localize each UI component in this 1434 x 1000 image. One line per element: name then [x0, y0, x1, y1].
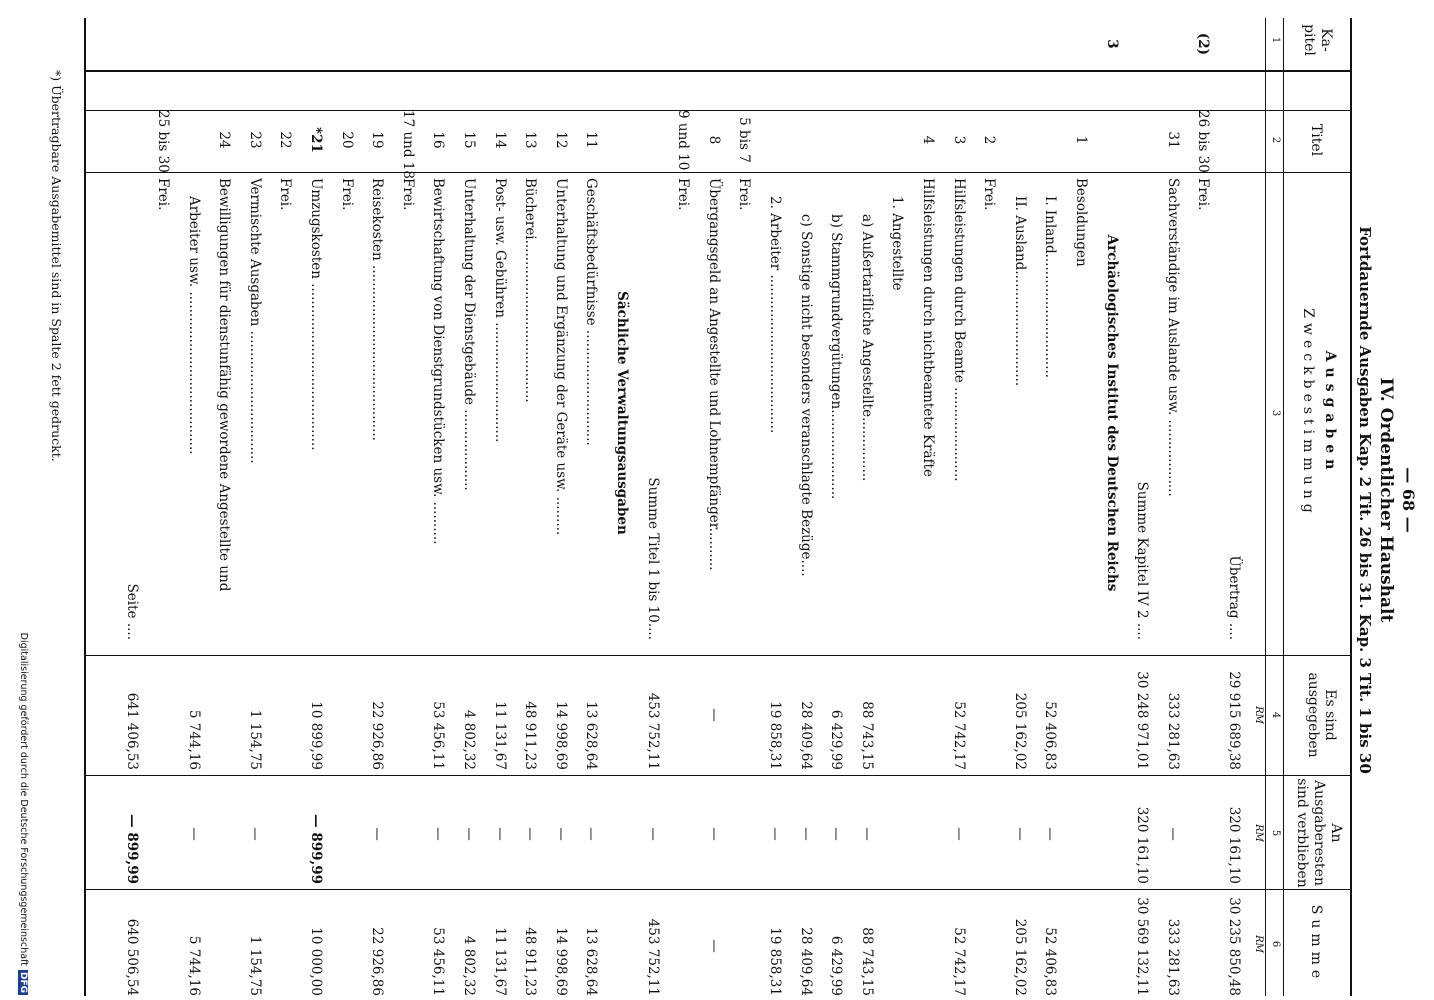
- titel-cell: 9 und 10: [675, 110, 692, 171]
- description-cell: Sachverständige im Auslande usw. ..................: [1164, 178, 1181, 497]
- table-row: [979, 0, 999, 1000]
- sum-row: [1132, 0, 1152, 1000]
- description-cell: II. Ausland...........................: [1011, 196, 1028, 387]
- titel-cell: 22: [277, 131, 294, 149]
- ausgabereste-cell: —: [430, 827, 447, 841]
- table-row: [1040, 0, 1060, 1000]
- description-cell: Archäologisches Institut des Deutschen Reichs: [1103, 234, 1120, 592]
- titel-cell: 19: [369, 131, 386, 149]
- description-cell: Reisekosten .........................................: [369, 178, 386, 441]
- description-cell: I. Inland.............................: [1042, 196, 1059, 379]
- table-row: [184, 0, 204, 1000]
- table-row: [826, 0, 846, 1000]
- titel-cell: 20: [338, 131, 355, 149]
- description-cell: c) Sonstige nicht besonders veranschlagte Bezüge....: [797, 214, 814, 577]
- description-cell: Bewirtschaftung von Dienstgrundstücken usw. ..........: [430, 178, 447, 545]
- ausgabereste-cell: —: [950, 827, 967, 841]
- summe-cell: 10 000,00: [308, 927, 324, 996]
- description-cell: Hilfsleistungen durch nichtbeamtete Kräfte: [920, 178, 936, 477]
- description-cell: Seite ....: [124, 583, 141, 640]
- section-title: IV. Ordentlicher Haushalt: [1376, 377, 1396, 623]
- table-row: [796, 0, 816, 1000]
- sum-row: [1224, 0, 1244, 1000]
- description-cell: Umzugskosten .......................................: [308, 178, 324, 451]
- titel-cell: 5 bis 7: [736, 117, 753, 163]
- table-row: [581, 0, 601, 1000]
- description-cell: 1. Angestellte: [889, 196, 906, 291]
- ausgegeben-cell: 48 911,23: [522, 701, 539, 770]
- description-cell: Frei.: [1195, 178, 1212, 211]
- titel-cell: 2: [981, 135, 998, 145]
- description-cell: Arbeiter usw. ......................................: [185, 196, 202, 455]
- description-cell: Frei.: [675, 178, 692, 211]
- description-cell: Geschäftsbedürfnisse ...........................: [583, 178, 600, 446]
- footnote: *) Übertragbare Ausgabemittel sind in Spalte 2 fett gedruckt.: [49, 70, 64, 462]
- summe-cell: 30 569 132,11: [1134, 897, 1151, 996]
- ausgegeben-cell: 5 744,16: [185, 709, 202, 770]
- titel-cell: 8: [705, 135, 722, 145]
- table-row: [428, 0, 448, 1000]
- colnum-5: 5: [1270, 829, 1281, 837]
- summe-cell: 1 154,75: [246, 935, 263, 996]
- description-cell: Bücherei......................................: [522, 178, 539, 403]
- ausgegeben-cell: 205 162,02: [1011, 692, 1028, 770]
- header-rule: [1283, 18, 1284, 996]
- colnum-6: 6: [1270, 940, 1281, 948]
- kapitel-cell: (2): [1195, 32, 1212, 56]
- ausgabereste-cell: 320 161,10: [1226, 806, 1242, 884]
- ausgabereste-cell: —: [705, 827, 722, 841]
- summe-cell: 453 752,11: [644, 918, 661, 996]
- titel-cell: 1: [1073, 135, 1089, 145]
- table-row: [1010, 0, 1030, 1000]
- table-row: [918, 0, 938, 1000]
- table-row: [765, 0, 785, 1000]
- header-ausgaben: Ausgaben: [1322, 350, 1338, 476]
- summe-cell: 14 998,69: [552, 927, 569, 996]
- summe-cell: 28 409,64: [797, 927, 814, 996]
- table-row: [1163, 0, 1183, 1000]
- ausgegeben-cell: 52 742,17: [950, 701, 967, 770]
- ausgegeben-cell: 10 899,99: [308, 701, 324, 770]
- ausgabereste-cell: —: [797, 827, 814, 841]
- header-titel: Titel: [1308, 123, 1324, 157]
- table-row: [398, 0, 418, 1000]
- table-row: [949, 0, 969, 1000]
- description-cell: Frei.: [736, 178, 753, 211]
- ausgegeben-cell: 1 154,75: [246, 709, 263, 770]
- colnum-4: 4: [1270, 711, 1281, 719]
- description-cell: Unterhaltung der Dienstgebäude ...................: [461, 178, 477, 491]
- description-cell: b) Stammgrundvergütungen.....................: [828, 214, 845, 500]
- top-rule: [1350, 18, 1352, 996]
- description-cell: Summe Titel 1 bis 10....: [644, 477, 661, 640]
- summe-cell: 88 743,15: [858, 927, 875, 996]
- unit-5: RM: [1253, 824, 1264, 842]
- table-row: [1071, 0, 1091, 1000]
- description-cell: Frei.: [338, 178, 355, 211]
- subtitle: Fortdauernde Ausgaben Kap. 2 Tit. 26 bis 31. Kap. 3 Tit. 1 bis 30: [1356, 226, 1374, 774]
- description-cell: Frei.: [399, 178, 416, 211]
- ausgegeben-cell: 453 752,11: [644, 692, 661, 770]
- ausgegeben-cell: 11 131,67: [491, 701, 508, 770]
- ausgegeben-cell: 13 628,64: [583, 701, 600, 770]
- titel-cell: 11: [583, 131, 600, 149]
- description-cell: Übergangsgeld an Angestellte und Lohnempfänger..........: [705, 178, 722, 571]
- ausgabereste-cell: —: [858, 827, 875, 841]
- description-cell: a) Außertarifliche Angestellte...............: [858, 214, 875, 482]
- description-cell: 2. Arbeiter .....................................: [767, 196, 783, 434]
- table-row: [673, 0, 693, 1000]
- ausgabereste-cell: —: [522, 827, 539, 841]
- ausgegeben-cell: 4 802,32: [461, 709, 477, 770]
- titel-cell: 24: [216, 131, 233, 149]
- ausgegeben-cell: 88 743,15: [858, 701, 875, 770]
- sum-row: [643, 0, 663, 1000]
- ausgegeben-cell: 30 248 971,01: [1134, 671, 1151, 770]
- summe-cell: 4 802,32: [461, 935, 477, 996]
- summe-cell: 22 926,86: [369, 927, 386, 996]
- ausgabereste-cell: —: [828, 827, 845, 841]
- table-row: [153, 0, 173, 1000]
- dfg-logo: DFG: [18, 971, 28, 993]
- unit-6: RM: [1253, 935, 1264, 953]
- bottom-rule: [84, 18, 86, 996]
- header-summe: Summe: [1308, 904, 1324, 984]
- ausgegeben-cell: 333 281,63: [1164, 692, 1181, 770]
- ausgegeben-cell: 52 406,83: [1042, 701, 1059, 770]
- table-row: [520, 0, 540, 1000]
- colnum-2: 2: [1270, 136, 1281, 144]
- summe-cell: 52 742,17: [950, 927, 967, 996]
- ausgabereste-cell: —: [491, 827, 508, 841]
- description-cell: Post- usw. Gebühren ............................: [491, 178, 508, 443]
- titel-cell: 13: [522, 131, 539, 149]
- ausgabereste-cell: —: [1011, 827, 1028, 841]
- ausgegeben-cell: 53 456,11: [430, 701, 447, 770]
- description-cell: Besoldungen: [1073, 178, 1089, 267]
- description-cell: Frei.: [981, 178, 998, 211]
- titel-cell: 17 und 18: [399, 110, 416, 179]
- colnum-1: 1: [1270, 36, 1281, 44]
- titel-cell: 31: [1164, 131, 1181, 149]
- unit-4: RM: [1253, 706, 1264, 724]
- description-cell: Frei.: [277, 178, 294, 211]
- table-row: [490, 0, 510, 1000]
- summe-cell: 30 235 850,48: [1226, 897, 1242, 996]
- summe-cell: 6 429,99: [828, 935, 845, 996]
- section-heading-row: [612, 0, 632, 1000]
- description-cell: Frei.: [155, 178, 171, 211]
- ausgegeben-cell: 22 926,86: [369, 701, 386, 770]
- summe-cell: 19 858,31: [767, 927, 783, 996]
- ausgegeben-cell: 641 406,53: [124, 692, 141, 770]
- summe-cell: 52 406,83: [1042, 927, 1059, 996]
- ausgabereste-cell: —: [583, 827, 600, 841]
- table-row: [857, 0, 877, 1000]
- description-cell: Summe Kapitel IV 2 ....: [1134, 481, 1151, 640]
- ausgabereste-cell: —: [552, 827, 569, 841]
- table-row: [245, 0, 265, 1000]
- ausgabereste-cell: —: [461, 827, 477, 841]
- titel-cell: 15: [461, 131, 477, 149]
- colnum-3: 3: [1270, 409, 1281, 417]
- description-cell: Unterhaltung und Ergänzung der Geräte usw. .........: [552, 178, 569, 536]
- titel-cell: 25 bis 30: [155, 110, 171, 173]
- summe-cell: 53 456,11: [430, 927, 447, 996]
- table-row: [459, 0, 479, 1000]
- ausgabereste-cell: —: [369, 827, 386, 841]
- ausgabereste-cell: —: [644, 827, 661, 841]
- summe-cell: 5 744,16: [185, 935, 202, 996]
- table-row: [734, 0, 754, 1000]
- summe-cell: 48 911,23: [522, 927, 539, 996]
- ausgabereste-cell: —: [767, 827, 783, 841]
- summe-cell: 205 162,02: [1011, 918, 1028, 996]
- ausgegeben-cell: 29 915 689,38: [1226, 671, 1242, 770]
- ausgabereste-cell: —: [246, 827, 263, 841]
- ausgegeben-cell: 6 429,99: [828, 709, 845, 770]
- table-row: [367, 0, 387, 1000]
- dfg-stamp: [18, 600, 29, 995]
- column-number-rule: [1265, 18, 1266, 996]
- summe-cell: 13 628,64: [583, 927, 600, 996]
- table-row: [1193, 0, 1213, 1000]
- table-row: [551, 0, 571, 1000]
- description-cell: Hilfsleistungen durch Beamte ......................: [950, 178, 967, 482]
- table-row: [704, 0, 724, 1000]
- titel-cell: 4: [920, 135, 936, 145]
- table-row: [337, 0, 357, 1000]
- ausgabereste-cell: 320 161,10: [1134, 806, 1151, 884]
- titel-cell: 16: [430, 131, 447, 149]
- summe-cell: 333 281,63: [1164, 918, 1181, 996]
- ausgegeben-cell: 19 858,31: [767, 701, 783, 770]
- titel-cell: 14: [491, 131, 508, 149]
- summe-cell: —: [705, 939, 722, 953]
- description-cell: Sächliche Verwaltungsausgaben: [614, 291, 630, 535]
- ausgegeben-cell: 28 409,64: [797, 701, 814, 770]
- stamp-text: Digitalisierung gefördert durch die Deutsche Forschungsgemeinschaft: [18, 632, 29, 966]
- page-number: — 68 —: [1399, 467, 1418, 533]
- ausgegeben-cell: 14 998,69: [552, 701, 569, 770]
- titel-cell: 3: [950, 135, 967, 145]
- titel-cell: 26 bis 30: [1195, 110, 1212, 173]
- ausgegeben-cell: —: [705, 708, 722, 722]
- titel-cell: 23: [246, 131, 263, 149]
- table-row: [214, 0, 234, 1000]
- table-row: [306, 0, 326, 1000]
- ausgabereste-cell: — 899,99: [124, 814, 141, 884]
- section-heading-row: [1102, 0, 1122, 1000]
- ausgabereste-cell: —: [185, 827, 202, 841]
- ausgabereste-cell: —: [1042, 827, 1059, 841]
- header-kapitel: Ka- pitel: [1301, 24, 1334, 56]
- ausgabereste-cell: — 899,99: [308, 814, 324, 884]
- header-ausgegeben: Es sind ausgegeben: [1305, 672, 1338, 758]
- summe-cell: 640 506,54: [124, 918, 141, 996]
- description-cell: Vermischte Ausgaben ...............................: [246, 178, 263, 464]
- titel-cell: *21: [308, 127, 324, 153]
- ausgabereste-cell: —: [1164, 827, 1181, 841]
- kapitel-cell: 3: [1103, 39, 1120, 49]
- description-cell: Bewilligungen für dienstunfähig gewordene Angestellte und: [216, 178, 233, 592]
- summe-cell: 11 131,67: [491, 927, 508, 996]
- header-zweck: Zweckbestimmung: [1300, 308, 1316, 518]
- sum-row: [122, 0, 142, 1000]
- table-row: [275, 0, 295, 1000]
- description-cell: Übertrag ....: [1226, 555, 1242, 640]
- header-ausgabereste: An Ausgaberesten sind verblieben: [1294, 778, 1344, 888]
- table-row: [887, 0, 907, 1000]
- titel-cell: 12: [552, 131, 569, 149]
